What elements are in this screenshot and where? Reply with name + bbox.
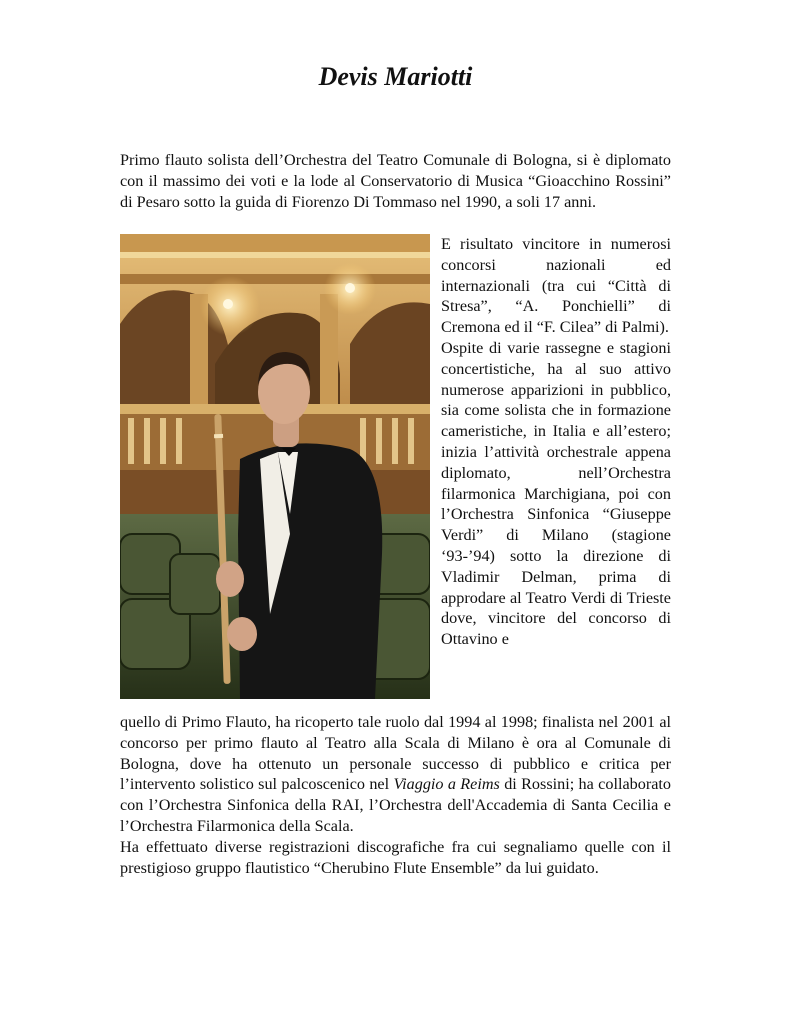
portrait-photo: [120, 234, 430, 699]
intro-paragraph: [120, 150, 671, 212]
continuation-text: [120, 712, 671, 878]
final-paragraph: Ha effettuato diverse registrazioni discografiche fra cui segnaliamo quelle con il prestigioso gruppo flautistico “Cherubino Flute Ensemble” da lui guidato.: [120, 837, 671, 877]
side-column-text: [441, 234, 671, 650]
intro-text: Primo flauto solista dell’Orchestra del Teatro Comunale di Bologna, si è diplomato con il massimo dei voti e la lode al Conservatorio di Musica “Gioacchino Rossini” di Pesaro sotto la guida di Fiorenzo Di Tommaso nel 1990, a soli 17 anni.: [120, 151, 671, 211]
continuation-text-part-1: quello di Primo Flauto, ha ricoperto tale ruolo dal 1994 al 1998; finalista nel 2001 al concorso per primo flauto al Teatro alla Scala di Milano è ora al Comunale di Bologna, dove ha ottenuto un personale successo di pubblico e critica per l’intervento solistico sul palcoscenico nel: [120, 713, 671, 794]
side-paragraph-1: E risultato vincitore in numerosi concorsi nazionali ed internazionali (tra cui “Città di Stresa”, “A. Ponchielli” di Cremona ed il “F. Cilea” di Palmi).: [441, 235, 671, 337]
continuation-paragraph: [120, 712, 671, 837]
continuation-text-part-2: di Rossini; ha collaborato con l’Orchestra Sinfonica della RAI, l’Orchestra dell'Accademia di Santa Cecilia e l’Orchestra Filarmonica della Scala.: [120, 775, 671, 835]
opera-title: Viaggio a Reims: [393, 775, 500, 794]
portrait-illustration: [120, 234, 430, 699]
side-paragraph-2: Ospite di varie rassegne e stagioni concertistiche, ha al suo attivo numerose apparizioni in pubblico, sia come solista che in formazione cameristiche, in Italia e all’estero; inizia l’attività orchestrale appena diplomato, nell’Orchestra filarmonica Marchigiana, poi con l’Orchestra Sinfonica “Giuseppe Verdi” di Milano (stagione ‘93-’94) sotto la direzione di Vladimir Delman, prima di approdare al Teatro Verdi di Trieste dove, vincitore del concorso di Ottavino e: [441, 338, 671, 649]
page-title: Devis Mariotti: [318, 62, 473, 91]
